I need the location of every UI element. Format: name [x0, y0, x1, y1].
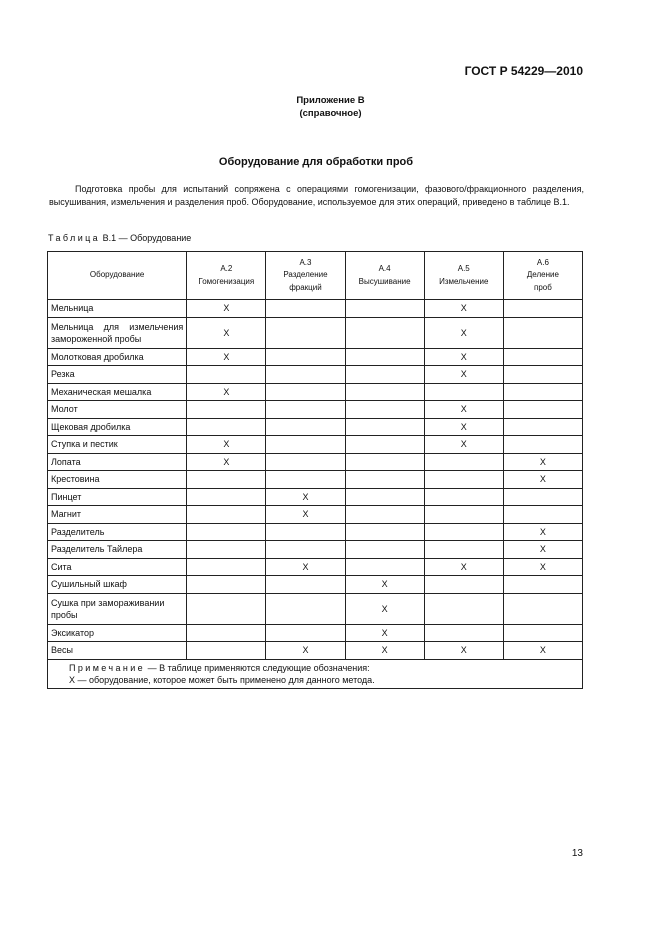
- table-row: [48, 523, 583, 541]
- equipment-name: Механическая мешалка: [48, 383, 187, 401]
- method-mark: X: [424, 366, 503, 384]
- intro-paragraph: Подготовка пробы для испытаний сопряжена с операциями гомогенизации, фазового/фракционного разделения, высушивания, измельчения и разделения проб. Оборудование, используемое для этих операций, приведено в таблице В.1.: [49, 184, 584, 208]
- appendix-title: Приложение В: [296, 95, 365, 106]
- equipment-table: [47, 251, 583, 689]
- table-caption-lead: Таблица: [48, 233, 101, 243]
- method-mark: X: [187, 436, 266, 454]
- method-mark: X: [424, 558, 503, 576]
- table-row: [48, 471, 583, 489]
- method-mark: [424, 471, 503, 489]
- header-grinding: А.5 Измельчение: [424, 252, 503, 300]
- method-mark: [187, 642, 266, 660]
- method-mark: [345, 418, 424, 436]
- method-mark: [345, 401, 424, 419]
- method-mark: [424, 624, 503, 642]
- table-row: [48, 593, 583, 624]
- method-mark: [345, 317, 424, 348]
- method-mark: [187, 576, 266, 594]
- table-row: [48, 624, 583, 642]
- method-mark: [424, 523, 503, 541]
- method-mark: [345, 453, 424, 471]
- method-mark: X: [187, 383, 266, 401]
- method-mark: [266, 436, 345, 454]
- method-mark: [187, 506, 266, 524]
- method-mark: [503, 436, 582, 454]
- method-mark: X: [424, 436, 503, 454]
- equipment-name: Щековая дробилка: [48, 418, 187, 436]
- method-mark: [503, 576, 582, 594]
- method-mark: [503, 317, 582, 348]
- appendix-heading: [0, 94, 661, 120]
- method-mark: [345, 471, 424, 489]
- method-mark: X: [187, 453, 266, 471]
- table-note: [48, 659, 583, 688]
- method-mark: [266, 471, 345, 489]
- equipment-name: Мельница: [48, 300, 187, 318]
- method-mark: [266, 317, 345, 348]
- equipment-name: Молот: [48, 401, 187, 419]
- method-mark: [345, 383, 424, 401]
- method-mark: [266, 541, 345, 559]
- header-drying: А.4 Высушивание: [345, 252, 424, 300]
- table-row: [48, 506, 583, 524]
- table-row: [48, 401, 583, 419]
- method-mark: X: [424, 317, 503, 348]
- equipment-name: Лопата: [48, 453, 187, 471]
- table-row: [48, 541, 583, 559]
- method-mark: X: [187, 317, 266, 348]
- method-mark: [266, 366, 345, 384]
- method-mark: [266, 523, 345, 541]
- table-row: [48, 366, 583, 384]
- equipment-name: Сита: [48, 558, 187, 576]
- method-mark: [266, 418, 345, 436]
- equipment-name: Эксикатор: [48, 624, 187, 642]
- method-mark: [345, 558, 424, 576]
- note-lead: Примечание: [69, 662, 146, 673]
- table-note-row: [48, 659, 583, 688]
- method-mark: X: [345, 624, 424, 642]
- method-mark: [187, 541, 266, 559]
- method-mark: [424, 383, 503, 401]
- table-caption: [48, 233, 191, 243]
- method-mark: X: [187, 300, 266, 318]
- method-mark: [503, 348, 582, 366]
- method-mark: [187, 471, 266, 489]
- method-mark: [503, 383, 582, 401]
- method-mark: [503, 366, 582, 384]
- method-mark: [345, 348, 424, 366]
- method-mark: [266, 453, 345, 471]
- equipment-name: Резка: [48, 366, 187, 384]
- equipment-name: Разделитель: [48, 523, 187, 541]
- method-mark: [503, 401, 582, 419]
- equipment-name: Крестовина: [48, 471, 187, 489]
- method-mark: [266, 576, 345, 594]
- method-mark: [187, 418, 266, 436]
- method-mark: X: [266, 488, 345, 506]
- method-mark: [187, 593, 266, 624]
- method-mark: [266, 624, 345, 642]
- method-mark: X: [503, 523, 582, 541]
- method-mark: [424, 506, 503, 524]
- table-caption-rest: В.1 — Оборудование: [100, 233, 192, 243]
- table-row: [48, 576, 583, 594]
- method-mark: [424, 593, 503, 624]
- method-mark: [503, 506, 582, 524]
- equipment-name: Мельница для измельчения замороженной пробы: [48, 317, 187, 348]
- method-mark: [345, 488, 424, 506]
- method-mark: X: [187, 348, 266, 366]
- table-row: [48, 558, 583, 576]
- table-row: [48, 436, 583, 454]
- method-mark: X: [424, 348, 503, 366]
- equipment-name: Пинцет: [48, 488, 187, 506]
- equipment-name: Молотковая дробилка: [48, 348, 187, 366]
- method-mark: [345, 300, 424, 318]
- method-mark: X: [345, 576, 424, 594]
- appendix-subtitle: (справочное): [299, 108, 362, 119]
- table-body: [48, 300, 583, 660]
- table-row: [48, 418, 583, 436]
- method-mark: [503, 624, 582, 642]
- method-mark: [187, 401, 266, 419]
- page-number: 13: [571, 848, 583, 859]
- method-mark: [187, 523, 266, 541]
- method-mark: [266, 383, 345, 401]
- method-mark: [503, 593, 582, 624]
- note-text: — В таблице применяются следующие обозначения:: [145, 662, 370, 673]
- table-row: [48, 488, 583, 506]
- method-mark: X: [424, 300, 503, 318]
- method-mark: [345, 366, 424, 384]
- method-mark: X: [424, 401, 503, 419]
- equipment-name: Ступка и пестик: [48, 436, 187, 454]
- method-mark: X: [424, 642, 503, 660]
- table-row: [48, 383, 583, 401]
- table-header-row: [48, 252, 583, 300]
- method-mark: [424, 576, 503, 594]
- table-row: [48, 642, 583, 660]
- method-mark: [345, 541, 424, 559]
- method-mark: [187, 624, 266, 642]
- method-mark: X: [266, 558, 345, 576]
- method-mark: [503, 418, 582, 436]
- method-mark: [266, 348, 345, 366]
- table-row: [48, 317, 583, 348]
- method-mark: X: [503, 642, 582, 660]
- method-mark: X: [345, 642, 424, 660]
- equipment-name: Сушка при замораживании пробы: [48, 593, 187, 624]
- table-row: [48, 348, 583, 366]
- equipment-name: Магнит: [48, 506, 187, 524]
- section-title: Оборудование для обработки проб: [218, 156, 414, 168]
- note-legend: X — оборудование, которое может быть применено для данного метода.: [69, 674, 375, 685]
- method-mark: [345, 436, 424, 454]
- method-mark: [187, 366, 266, 384]
- method-mark: X: [503, 558, 582, 576]
- standard-code: ГОСТ Р 54229—2010: [464, 64, 583, 78]
- method-mark: X: [503, 471, 582, 489]
- method-mark: X: [503, 541, 582, 559]
- method-mark: [503, 488, 582, 506]
- method-mark: [424, 488, 503, 506]
- table-row: [48, 300, 583, 318]
- equipment-name: Весы: [48, 642, 187, 660]
- method-mark: [345, 506, 424, 524]
- table-row: [48, 453, 583, 471]
- method-mark: X: [266, 642, 345, 660]
- method-mark: [266, 401, 345, 419]
- method-mark: X: [345, 593, 424, 624]
- method-mark: X: [503, 453, 582, 471]
- method-mark: [503, 300, 582, 318]
- method-mark: [345, 523, 424, 541]
- method-mark: [424, 453, 503, 471]
- header-equipment: Оборудование: [48, 252, 187, 300]
- header-homogenization: А.2 Гомогенизация: [187, 252, 266, 300]
- method-mark: X: [424, 418, 503, 436]
- header-sample-division: А.6 Деление проб: [503, 252, 582, 300]
- method-mark: [266, 300, 345, 318]
- equipment-name: Разделитель Тайлера: [48, 541, 187, 559]
- method-mark: [424, 541, 503, 559]
- method-mark: [266, 593, 345, 624]
- method-mark: X: [266, 506, 345, 524]
- method-mark: [187, 558, 266, 576]
- method-mark: [187, 488, 266, 506]
- header-fraction-separation: А.3 Разделение фракций: [266, 252, 345, 300]
- equipment-name: Сушильный шкаф: [48, 576, 187, 594]
